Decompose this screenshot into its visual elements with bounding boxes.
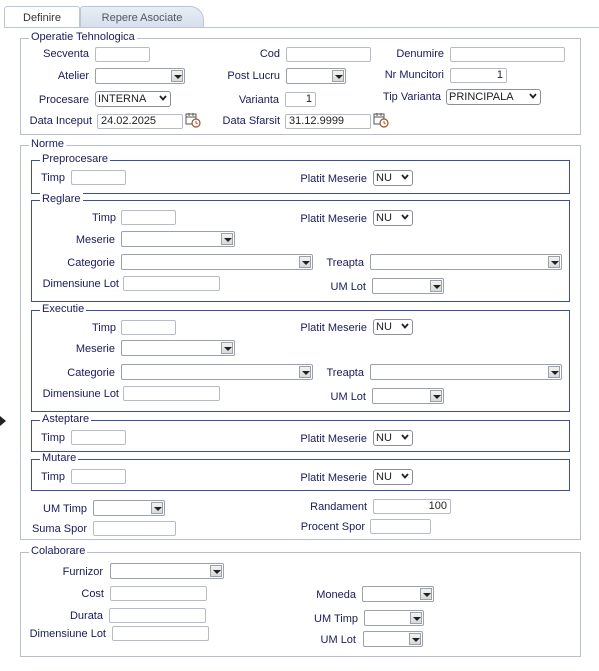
reglare-dimensiune-label: Dimensiune Lot [42, 278, 119, 290]
executie-categorie-select[interactable] [121, 364, 313, 380]
preprocesare-legend: Preprocesare [42, 153, 109, 165]
asteptare-legend: Asteptare [42, 413, 90, 425]
calendar-clock-icon[interactable] [373, 112, 389, 128]
executie-dimensiune-input[interactable] [123, 386, 220, 401]
executie-platit-value: NU [376, 321, 392, 333]
data-inceput-label: Data Inceput [29, 115, 92, 127]
colaborare-um-timp-select[interactable] [364, 610, 424, 626]
reglare-platit-label: Platit Meserie [300, 213, 367, 225]
chevron-down-icon [401, 322, 409, 330]
reglare-categorie-select[interactable] [121, 254, 313, 270]
cod-label: Cod [259, 48, 280, 60]
chevron-down-icon[interactable] [221, 342, 233, 354]
um-timp-select[interactable] [93, 500, 165, 516]
mutare-timp-input[interactable] [71, 469, 126, 484]
post-lucru-label: Post Lucru [227, 70, 280, 82]
randament-label: Randament [310, 501, 367, 513]
chevron-down-icon [529, 92, 537, 100]
varianta-label: Varianta [238, 94, 279, 106]
secventa-input[interactable] [95, 47, 150, 62]
mutare-legend: Mutare [42, 452, 77, 464]
reglare-um-lot-select[interactable] [372, 278, 444, 294]
chevron-down-icon[interactable] [299, 256, 311, 268]
denumire-label: Denumire [396, 48, 444, 60]
denumire-input[interactable] [450, 47, 565, 62]
reglare-um-lot-label: UM Lot [330, 281, 366, 293]
asteptare-timp-label: Timp [41, 432, 66, 444]
chevron-down-icon[interactable] [410, 612, 422, 624]
asteptare-platit-value: NU [376, 432, 392, 444]
suma-spor-input[interactable] [93, 521, 176, 536]
executie-legend: Executie [42, 303, 85, 315]
moneda-select[interactable] [362, 586, 434, 602]
executie-categorie-label: Categorie [67, 367, 115, 379]
chevron-down-icon [401, 472, 409, 480]
chevron-down-icon[interactable] [548, 366, 560, 378]
chevron-down-icon[interactable] [548, 256, 560, 268]
chevron-down-icon[interactable] [332, 70, 344, 82]
reglare-platit-select[interactable] [373, 210, 413, 226]
asteptare-timp-input[interactable] [71, 430, 126, 445]
chevron-down-icon[interactable] [151, 502, 163, 514]
furnizor-label: Furnizor [62, 566, 103, 578]
mutare-platit-value: NU [376, 471, 392, 483]
executie-timp-input[interactable] [121, 320, 176, 335]
reglare-platit-value: NU [376, 212, 392, 224]
chevron-down-icon[interactable] [299, 366, 311, 378]
moneda-label: Moneda [316, 589, 356, 601]
collapse-arrow-icon[interactable] [0, 416, 6, 426]
operatie-tehnologica-legend: Operatie Tehnologica [31, 31, 135, 43]
data-sfarsit-input[interactable]: 31.12.9999 [285, 114, 371, 129]
furnizor-select[interactable] [110, 563, 224, 579]
tip-varianta-select[interactable] [446, 89, 541, 105]
suma-spor-label: Suma Spor [31, 523, 87, 535]
tab-divider [4, 27, 599, 28]
varianta-input[interactable]: 1 [285, 92, 316, 107]
executie-meserie-select[interactable] [121, 340, 235, 356]
secventa-label: Secventa [43, 48, 89, 60]
asteptare-platit-select[interactable] [373, 430, 413, 446]
colaborare-um-timp-label: UM Timp [314, 613, 358, 625]
reglare-meserie-label: Meserie [75, 234, 115, 246]
durata-input[interactable] [109, 608, 206, 623]
tip-varianta-value: PRINCIPALA [449, 91, 514, 103]
preprocesare-platit-select[interactable] [373, 170, 413, 186]
chevron-down-icon[interactable] [171, 70, 183, 82]
reglare-categorie-label: Categorie [67, 257, 115, 269]
colaborare-dimensiune-label: Dimensiune Lot [29, 628, 106, 640]
mutare-platit-label: Platit Meserie [300, 472, 367, 484]
data-sfarsit-label: Data Sfarsit [222, 115, 280, 127]
chevron-down-icon[interactable] [430, 390, 442, 402]
procesare-select[interactable] [95, 91, 171, 107]
preprocesare-platit-label: Platit Meserie [300, 173, 367, 185]
chevron-down-icon [159, 94, 167, 102]
chevron-down-icon[interactable] [409, 633, 421, 645]
executie-timp-label: Timp [91, 322, 116, 334]
cod-input[interactable] [286, 47, 371, 62]
procesare-value: INTERNA [98, 93, 147, 105]
reglare-treapta-select[interactable] [370, 254, 562, 270]
executie-platit-select[interactable] [373, 319, 413, 335]
colaborare-dimensiune-input[interactable] [112, 626, 209, 641]
data-inceput-input[interactable]: 24.02.2025 [97, 114, 183, 129]
asteptare-platit-label: Platit Meserie [300, 433, 367, 445]
mutare-timp-label: Timp [41, 471, 66, 483]
colaborare-um-lot-select[interactable] [363, 631, 423, 647]
chevron-down-icon [401, 433, 409, 441]
nr-muncitori-label: Nr Muncitori [384, 69, 444, 81]
reglare-timp-input[interactable] [121, 210, 176, 225]
reglare-legend: Reglare [42, 193, 81, 205]
randament-input[interactable]: 100 [373, 499, 451, 514]
cost-input[interactable] [110, 586, 207, 601]
nr-muncitori-input[interactable]: 1 [450, 68, 507, 83]
procent-spor-label: Procent Spor [300, 521, 365, 533]
reglare-timp-label: Timp [91, 212, 116, 224]
executie-meserie-label: Meserie [75, 343, 115, 355]
tip-varianta-label: Tip Varianta [382, 91, 441, 103]
colaborare-legend: Colaborare [31, 545, 86, 557]
chevron-down-icon [401, 213, 409, 221]
executie-treapta-select[interactable] [370, 364, 562, 380]
preprocesare-timp-input[interactable] [71, 170, 126, 185]
norme-legend: Norme [31, 138, 65, 150]
atelier-select[interactable] [95, 68, 185, 84]
chevron-down-icon[interactable] [221, 233, 233, 245]
chevron-down-icon[interactable] [430, 280, 442, 292]
reglare-dimensiune-input[interactable] [123, 276, 220, 291]
post-lucru-select[interactable] [286, 68, 346, 84]
chevron-down-icon[interactable] [210, 565, 222, 577]
durata-label: Durata [69, 610, 103, 622]
calendar-clock-icon[interactable] [185, 112, 201, 128]
cost-label: Cost [81, 588, 104, 600]
preprocesare-timp-label: Timp [41, 172, 66, 184]
executie-platit-label: Platit Meserie [300, 322, 367, 334]
mutare-platit-select[interactable] [373, 469, 413, 485]
procesare-label: Procesare [38, 94, 89, 106]
executie-um-lot-label: UM Lot [330, 391, 366, 403]
executie-um-lot-select[interactable] [372, 388, 444, 404]
reglare-meserie-select[interactable] [121, 231, 235, 247]
tab-repere-asociate[interactable]: Repere Asociate [80, 6, 204, 28]
tab-definire[interactable]: Definire [4, 6, 80, 28]
reglare-treapta-label: Treapta [326, 257, 364, 269]
preprocesare-platit-value: NU [376, 172, 392, 184]
chevron-down-icon[interactable] [420, 588, 432, 600]
chevron-down-icon [401, 173, 409, 181]
procent-spor-input[interactable] [370, 519, 431, 534]
atelier-label: Atelier [57, 70, 89, 82]
executie-dimensiune-label: Dimensiune Lot [42, 388, 119, 400]
um-timp-label: UM Timp [43, 503, 87, 515]
executie-treapta-label: Treapta [326, 367, 364, 379]
colaborare-um-lot-label: UM Lot [320, 634, 356, 646]
